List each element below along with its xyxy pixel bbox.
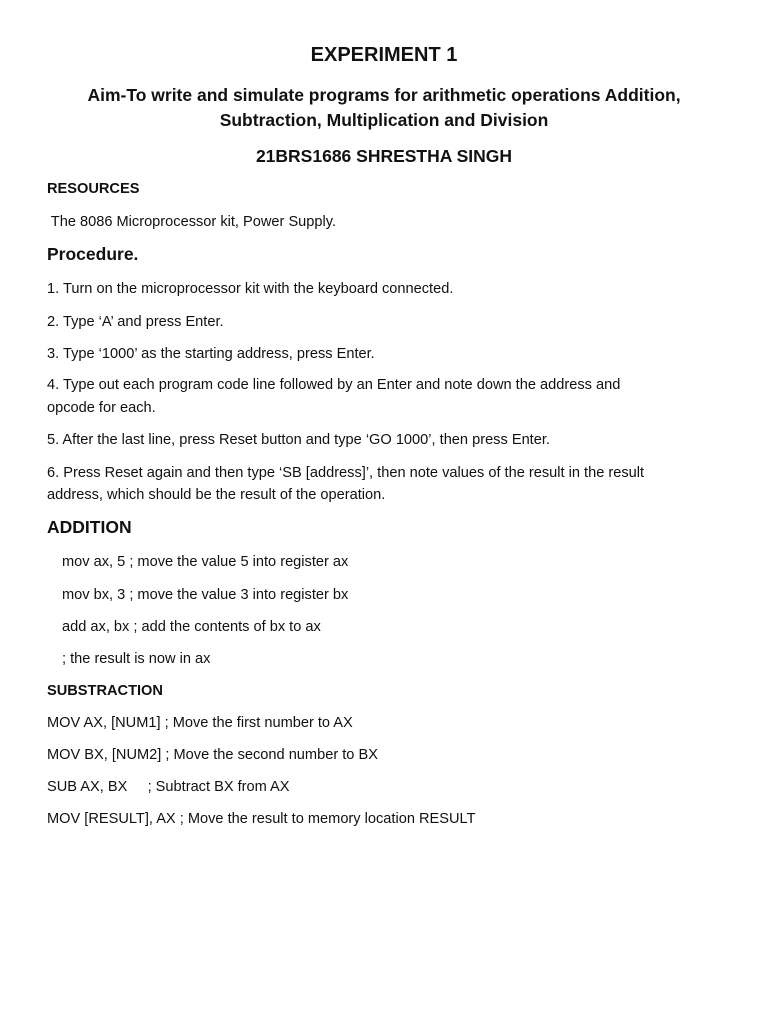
procedure-step-2: 2. Type ‘A’ and press Enter. xyxy=(47,314,224,330)
aim-line-2: Subtraction, Multiplication and Division xyxy=(219,110,549,130)
addition-code-line-4: ; the result is now in ax xyxy=(62,651,211,667)
author-line: 21BRS1686 SHRESTHA SINGH xyxy=(255,146,513,166)
subtraction-heading: SUBSTRACTION xyxy=(47,683,163,699)
subtraction-code-line-4: MOV [RESULT], AX ; Move the result to memory location RESULT xyxy=(47,811,476,827)
procedure-step-4: 4. Type out each program code line followed by an Enter and note down the address and xyxy=(47,377,621,393)
subtraction-code-line-2: MOV BX, [NUM2] ; Move the second number to BX xyxy=(47,747,378,763)
page-title: EXPERIMENT 1 xyxy=(310,44,458,66)
subtraction-code-line-3: SUB AX, BX ; Subtract BX from AX xyxy=(47,779,290,795)
procedure-heading: Procedure. xyxy=(47,244,139,264)
procedure-step-4-cont: opcode for each. xyxy=(47,400,156,416)
resources-text: The 8086 Microprocessor kit, Power Supply. xyxy=(47,214,337,230)
aim-line-1: Aim-To write and simulate programs for arithmetic operations Addition, xyxy=(87,85,681,105)
addition-code-line-1: mov ax, 5 ; move the value 5 into register ax xyxy=(62,554,349,570)
subtraction-code-line-1: MOV AX, [NUM1] ; Move the first number to AX xyxy=(47,715,353,731)
procedure-step-3: 3. Type ‘1000’ as the starting address, press Enter. xyxy=(47,346,375,362)
procedure-step-6: 6. Press Reset again and then type ‘SB [address]’, then note values of the result in the result xyxy=(47,465,645,481)
procedure-step-5: 5. After the last line, press Reset button and type ‘GO 1000’, then press Enter. xyxy=(47,432,550,448)
procedure-step-6-cont: address, which should be the result of the operation. xyxy=(47,487,386,503)
addition-heading: ADDITION xyxy=(47,517,132,537)
procedure-step-1: 1. Turn on the microprocessor kit with the keyboard connected. xyxy=(47,281,454,297)
resources-heading: RESOURCES xyxy=(47,181,140,197)
addition-code-line-2: mov bx, 3 ; move the value 3 into register bx xyxy=(62,587,349,603)
addition-code-line-3: add ax, bx ; add the contents of bx to ax xyxy=(62,619,321,635)
